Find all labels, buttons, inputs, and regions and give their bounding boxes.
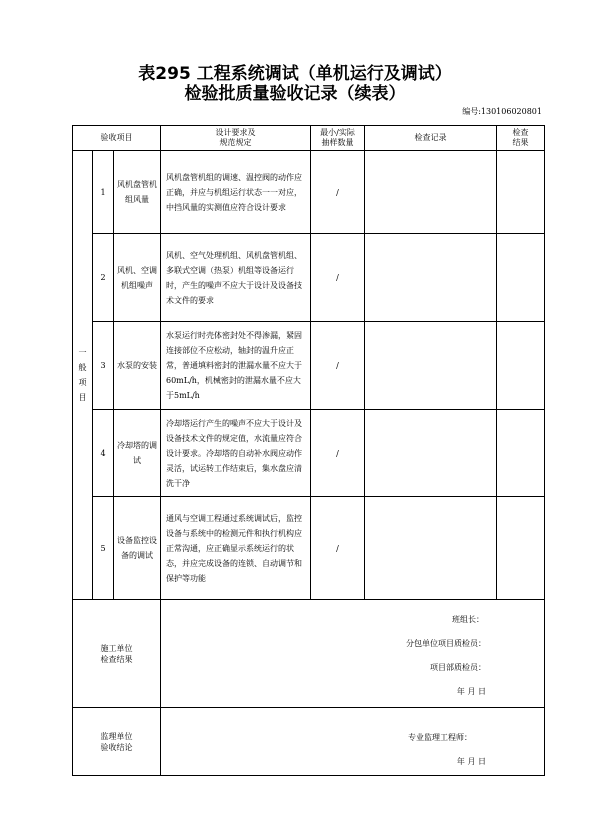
- header-item: 验收项目: [73, 126, 161, 151]
- header-result: [497, 126, 545, 151]
- table-row: [73, 322, 545, 410]
- supervision-engineer-label: 专业监理工程师：: [408, 733, 472, 742]
- check-record-cell[interactable]: [365, 322, 497, 410]
- header-requirement-line2: 规范规定: [219, 138, 252, 147]
- check-result-cell[interactable]: [497, 322, 545, 410]
- header-result-line1: 检查: [512, 128, 529, 137]
- item-name: 冷却塔的调试: [114, 410, 161, 497]
- row-number: 3: [93, 322, 114, 410]
- check-record-cell[interactable]: [365, 151, 497, 234]
- check-result-cell[interactable]: [497, 234, 545, 322]
- table-row: [73, 234, 545, 322]
- item-name: 设备监控设备的调试: [114, 497, 161, 600]
- supervision-date: 年 月 日: [456, 757, 486, 766]
- table-row: [73, 151, 545, 234]
- sample-count: /: [311, 151, 365, 234]
- requirement-text: 风机盘管机组的调速、温控阀的动作应正确，并应与机组运行状态一一对应，中挡风量的实测值应符合设计要求: [161, 151, 311, 234]
- check-record-cell[interactable]: [365, 410, 497, 497]
- supervision-sign-area[interactable]: [161, 708, 545, 776]
- header-requirement: [161, 126, 311, 151]
- supervision-label-line1: 监理单位: [100, 731, 133, 741]
- requirement-text: 水泵运行时壳体密封处不得渗漏，紧固连接部位不应松动，轴封的温升应正常，普通填料密封的泄漏水量不应大于60mL/h，机械密封的泄漏水量不应大于5mL/h: [161, 322, 311, 410]
- construction-row: [73, 600, 545, 708]
- acceptance-record-table: [72, 125, 545, 776]
- sample-count: /: [311, 322, 365, 410]
- construction-label: [73, 600, 161, 708]
- header-sample-line2: 抽样数量: [321, 138, 354, 147]
- sub-inspector-label: 分包单位项目质检员：: [406, 639, 486, 648]
- row-number: 4: [93, 410, 114, 497]
- supervision-label-line2: 验收结论: [100, 742, 133, 752]
- category-label: 一般项目: [78, 348, 87, 402]
- sample-count: /: [311, 497, 365, 600]
- item-name: 风机盘管机组风量: [114, 151, 161, 234]
- requirement-text: 冷却塔运行产生的噪声不应大于设计及设备技术文件的规定值，水流量应符合设计要求。冷却塔的自动补水阀应动作灵活，试运转工作结束后，集水盘应清洗干净: [161, 410, 311, 497]
- table-row: [73, 497, 545, 600]
- team-leader-label: 班组长：: [452, 615, 484, 624]
- project-inspector-label: 项目部质检员：: [430, 663, 486, 672]
- sample-count: /: [311, 234, 365, 322]
- header-record: 检查记录: [365, 126, 497, 151]
- check-record-cell[interactable]: [365, 234, 497, 322]
- item-name: 风机、空调机组噪声: [114, 234, 161, 322]
- document-number: 编号:130106020801: [462, 107, 542, 116]
- check-result-cell[interactable]: [497, 151, 545, 234]
- check-result-cell[interactable]: [497, 410, 545, 497]
- supervision-label: [73, 708, 161, 776]
- row-number: 1: [93, 151, 114, 234]
- construction-sign-area[interactable]: [161, 600, 545, 708]
- construction-label-line1: 施工单位: [100, 643, 133, 653]
- sample-count: /: [311, 410, 365, 497]
- row-number: 2: [93, 234, 114, 322]
- item-name: 水泵的安装: [114, 322, 161, 410]
- page-subtitle: 检验批质量验收记录（续表）: [184, 84, 406, 104]
- header-result-line2: 结果: [512, 138, 529, 147]
- requirement-text: 风机、空气处理机组、风机盘管机组、多联式空调（热泵）机组等设备运行时，产生的噪声不应大于设计及设备技术文件的要求: [161, 234, 311, 322]
- category-cell: [73, 151, 93, 600]
- requirement-text: 通风与空调工程通过系统调试后，监控设备与系统中的检测元件和执行机构应正常沟通，应正确显示系统运行的状态，并应完成设备的连锁、自动调节和保护等功能: [161, 497, 311, 600]
- page-title: 表295 工程系统调试（单机运行及调试）: [138, 64, 452, 84]
- construction-date: 年 月 日: [456, 687, 486, 696]
- header-sample-line1: 最小/实际: [320, 128, 355, 137]
- table-row: [73, 410, 545, 497]
- check-result-cell[interactable]: [497, 497, 545, 600]
- header-row: [73, 126, 545, 151]
- header-requirement-line1: 设计要求及: [215, 128, 256, 137]
- check-record-cell[interactable]: [365, 497, 497, 600]
- row-number: 5: [93, 497, 114, 600]
- header-sample: [311, 126, 365, 151]
- supervision-row: [73, 708, 545, 776]
- construction-label-line2: 检查结果: [100, 654, 133, 664]
